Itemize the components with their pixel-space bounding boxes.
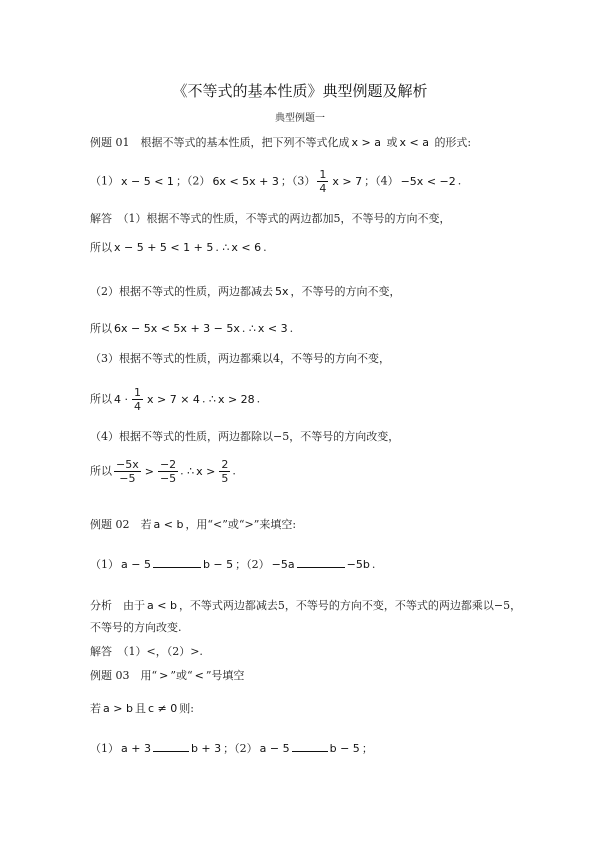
ex1-item4-expr: −5x < −2	[400, 174, 456, 188]
sol3-fraction	[132, 386, 143, 413]
ex3-gt: >	[159, 669, 169, 682]
ex2-head1: 例题 02 若	[90, 518, 152, 531]
ex2-head2: ，用“<”或“>”来填空:	[185, 518, 297, 531]
ex3-cond3: 则:	[179, 702, 194, 715]
sol1-prefix: 所以	[90, 241, 112, 254]
sol4-fraction-left	[114, 458, 141, 485]
sol2-result: x < 3	[257, 322, 288, 335]
sol4-relation: >	[144, 464, 154, 478]
sol1-end: .	[263, 241, 267, 254]
ex2-analysis1: 分析 由于	[90, 599, 145, 612]
fraction-numerator: 1	[134, 386, 141, 399]
ex1-solution-1	[90, 239, 267, 255]
ex3-condition	[90, 700, 194, 716]
ex1-item3-fraction	[317, 168, 328, 195]
page-title: 《不等式的基本性质》典型例题及解析	[172, 82, 428, 100]
ex2-condition: a < b	[153, 518, 184, 531]
ex3-end: ；	[361, 742, 373, 755]
example-03-heading	[90, 667, 244, 683]
ex1-item3-expr: x > 7	[332, 174, 363, 188]
ex2-expr2a: −5a	[271, 558, 295, 571]
ex3-expr2b: b − 5	[329, 742, 360, 755]
fraction-numerator: 2	[221, 458, 229, 471]
example-03-items	[90, 740, 373, 756]
ex1-item2-expr: 6x < 5x + 3	[212, 174, 279, 188]
example-01-items	[90, 168, 461, 195]
fraction-denominator: 5	[221, 472, 229, 485]
sol4-therefore: . ∴	[180, 464, 195, 478]
ex2-sep: ；（2）	[235, 558, 270, 571]
example-01-heading	[90, 134, 471, 150]
ex3-condA: a > b	[103, 702, 133, 715]
ex3-expr1b: b + 3	[190, 742, 222, 755]
answer-blank[interactable]	[153, 567, 201, 568]
fraction-denominator: −5	[119, 472, 136, 485]
sol4-fraction-result	[219, 458, 230, 485]
sol1-equation: x − 5 + 5 < 1 + 5	[114, 241, 214, 254]
ex3-head3: ”号填空	[205, 669, 245, 682]
ex3-cond2: 且	[134, 702, 146, 715]
ex2-expr1a: a − 5	[121, 558, 151, 571]
sol2-prefix: 所以	[90, 322, 112, 335]
sol2-therefore: . ∴	[241, 322, 256, 335]
ex1-solution-intro: 解答 （1）根据不等式的性质，不等式的两边都加5，不等号的方向不变，	[90, 212, 451, 225]
ex3-expr1a: a + 3	[121, 742, 151, 755]
sol4-fraction-right	[158, 458, 178, 485]
sol3-result: x > 28	[217, 392, 255, 406]
ex1-end: .	[457, 174, 462, 188]
sol2-end: .	[289, 322, 294, 335]
fraction-denominator: 4	[319, 182, 327, 195]
sol3-coef: 4 ·	[114, 392, 128, 406]
ex1-item1-expr: x − 5 < 1	[121, 174, 174, 188]
sol2-text1: （2）根据不等式的性质，两边都减去	[90, 285, 273, 298]
ex1-solution-3	[90, 386, 260, 413]
fraction-denominator: 4	[134, 400, 141, 413]
ex3-head2: ”或“	[170, 669, 193, 682]
sol3-therefore: . ∴	[201, 392, 216, 406]
ex1-solution-3-text: （3）根据不等式的性质，两边都乘以4，不等号的方向不变，	[90, 352, 390, 365]
ex2-end: .	[371, 558, 376, 571]
ex2-analysis	[90, 597, 521, 613]
ex1-sep2: ；（3）	[280, 174, 316, 188]
sol4-end: .	[232, 464, 236, 478]
ex1-solution-4	[90, 458, 236, 485]
sol2-var: 5x	[275, 285, 289, 298]
sol2-text2: ，不等号的方向不变，	[290, 285, 401, 298]
ex3-expr2a: a − 5	[259, 742, 290, 755]
ex2-expr2b: −5b	[346, 558, 370, 571]
ex2-analysis-cond: a < b	[147, 599, 177, 612]
fraction-denominator: −5	[159, 472, 177, 485]
ex1-solution-4-text: （4）根据不等式的性质，两边都除以−5，不等号的方向改变，	[90, 430, 400, 443]
section-subtitle: 典型例题一	[275, 113, 325, 124]
ex1-head-text: 例题 01 根据不等式的基本性质，把下列不等式化成	[90, 136, 350, 149]
ex1-form2: x < a	[399, 136, 429, 149]
sol3-rest: x > 7 × 4	[147, 392, 200, 406]
ex1-solution-2	[90, 320, 293, 336]
answer-blank[interactable]	[153, 751, 189, 752]
example-02-heading	[90, 516, 296, 532]
ex3-lt: <	[194, 669, 204, 682]
fraction-numerator: −5x	[116, 458, 139, 471]
answer-blank[interactable]	[297, 567, 345, 568]
ex1-item1-label: （1）	[90, 174, 119, 188]
ex3-sep: ；（2）	[223, 742, 258, 755]
ex3-head1: 例题 03 用“	[90, 669, 158, 682]
ex1-sep3: ；（4）	[364, 174, 399, 188]
ex2-answer: 解答 （1）<，（2）>.	[90, 645, 203, 658]
ex1-form1: x > a	[351, 136, 381, 149]
example-02-items	[90, 556, 375, 572]
sol1-result: x < 6	[231, 241, 262, 254]
ex1-tail: 的形式:	[434, 136, 472, 149]
ex2-analysis-cont: 不等号的方向改变.	[90, 621, 182, 634]
ex2-analysis2: ，不等式两边都减去5，不等号的方向不变，不等式的两边都乘以−5，	[178, 599, 522, 612]
ex2-expr1b: b − 5	[202, 558, 234, 571]
ex3-condC: c ≠ 0	[147, 702, 178, 715]
ex2-label: （1）	[90, 558, 119, 571]
fraction-numerator: 1	[319, 168, 327, 181]
ex1-or: 或	[386, 136, 398, 149]
sol3-prefix: 所以	[90, 392, 112, 406]
ex3-label: （1）	[90, 742, 119, 755]
sol3-end: .	[256, 392, 261, 406]
sol4-var: x >	[196, 464, 216, 478]
sol2-equation: 6x − 5x < 5x + 3 − 5x	[114, 322, 240, 335]
ex1-solution-2-text	[90, 283, 401, 299]
answer-blank[interactable]	[292, 751, 328, 752]
ex1-sep1: ；（2）	[175, 174, 211, 188]
fraction-numerator: −2	[159, 458, 177, 471]
ex3-cond1: 若	[90, 702, 101, 715]
sol4-prefix: 所以	[90, 464, 112, 478]
sol1-therefore: . ∴	[215, 241, 230, 254]
